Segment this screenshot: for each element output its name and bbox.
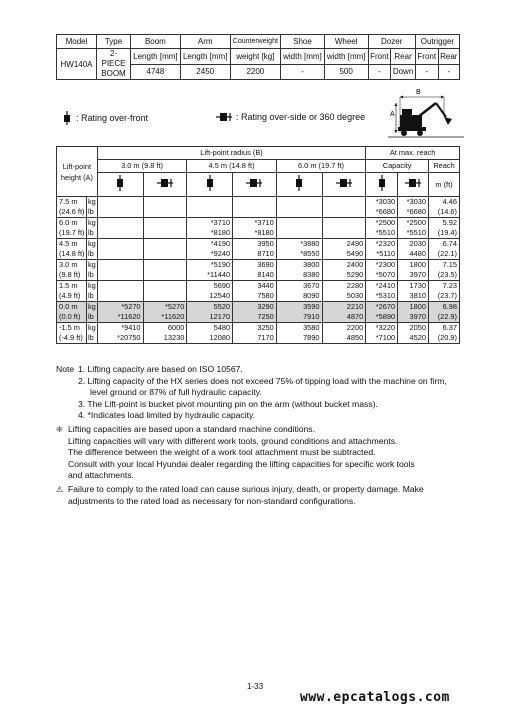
unit-lb: lb — [86, 249, 97, 260]
reach-m: 5.92 — [429, 218, 460, 229]
cell-lb — [97, 291, 143, 302]
page-number: 1-33 — [247, 682, 264, 691]
general-5: and attachments. — [68, 470, 134, 481]
cell-lb: 12170 — [187, 312, 233, 323]
lift-capacity-table — [56, 146, 460, 344]
warning-icon: ⚠ — [56, 484, 64, 494]
spec-sub: width [mm] — [281, 49, 325, 65]
cell-kg: *2410 — [366, 281, 398, 292]
spec-header-boom: Boom — [131, 35, 181, 49]
cell-lb: *5510 — [366, 228, 398, 239]
cell-lb: 7580 — [233, 291, 277, 302]
cell-lb: 8140 — [233, 270, 277, 281]
side-rating-icon — [233, 173, 277, 197]
front-rating-icon — [366, 173, 398, 197]
cell-lb: 7250 — [233, 312, 277, 323]
legend-side-label: : Rating over-side or 360 degree — [236, 112, 366, 122]
unit-lb: lb — [86, 228, 97, 239]
cell-lb — [322, 228, 366, 239]
note-2: 2. Lifting capacity of the HX series does not exceed 75% of tipping load with the machine on firm, — [78, 375, 447, 386]
spec-model: HW140A — [57, 49, 97, 80]
reach-unit: m (ft) — [429, 173, 460, 197]
side-rating-icon — [216, 111, 232, 123]
height-ft: (24.6 ft) — [57, 207, 87, 218]
height-m: 4.5 m — [57, 239, 87, 250]
cell-kg — [143, 281, 187, 292]
reach-ft: (23.7) — [429, 291, 460, 302]
watermark: www.epcatalogs.com — [300, 690, 450, 705]
lift-row-lb — [57, 249, 460, 260]
cell-lb — [187, 207, 233, 218]
col-radius-4-5m: 4.5 m (14.8 ft) — [187, 160, 276, 173]
reach-m: 4.46 — [429, 197, 460, 208]
note-label: Note — [56, 364, 75, 374]
reach-m: 7.23 — [429, 281, 460, 292]
excavator-diagram — [388, 87, 464, 139]
warning-1: Failure to comply to the rated load can cause surious injury, death, or property damage. Make — [68, 483, 424, 494]
cell-lb: 4520 — [398, 333, 429, 344]
note-4: 4. *Indicates load limited by hydraulic capacity. — [78, 410, 256, 421]
front-rating-icon — [62, 111, 72, 125]
cell-kg — [143, 239, 187, 250]
cell-lb — [143, 249, 187, 260]
height-m: 7.5 m — [57, 197, 87, 208]
cell-kg: 3670 — [276, 281, 322, 292]
cell-kg: 3950 — [233, 239, 277, 250]
cell-lb — [143, 291, 187, 302]
cell-kg: *2320 — [366, 239, 398, 250]
cell-lb — [143, 207, 187, 218]
general-2: Lifting capacities will vary with different work tools, ground conditions and attachments. — [68, 435, 398, 446]
spec-sub: width [mm] — [324, 49, 368, 65]
cell-lb — [97, 270, 143, 281]
cell-lb — [97, 228, 143, 239]
cell-lb: *7100 — [366, 333, 398, 344]
cell-kg: 2210 — [322, 302, 366, 313]
lift-row-kg — [57, 281, 460, 292]
cell-kg: 1800 — [398, 260, 429, 271]
height-ft: (4.9 ft) — [57, 291, 87, 302]
spec-value: 500 — [324, 64, 368, 80]
cell-kg: 5520 — [187, 302, 233, 313]
reach-ft: (22.9) — [429, 312, 460, 323]
cell-lb: 8090 — [276, 291, 322, 302]
cell-lb: 13230 — [143, 333, 187, 344]
reach-m: 6.74 — [429, 239, 460, 250]
col-radius-6m: 6.0 m (19.7 ft) — [276, 160, 365, 173]
cell-kg: *2500 — [398, 218, 429, 229]
cell-kg — [322, 218, 366, 229]
lift-row-kg — [57, 197, 460, 208]
cell-kg: 3800 — [276, 260, 322, 271]
cell-lb: *20750 — [97, 333, 143, 344]
lift-row-kg — [57, 218, 460, 229]
unit-kg: kg — [87, 218, 96, 227]
notes-section — [56, 364, 466, 507]
lift-row-lb — [57, 291, 460, 302]
reach-m: 6.37 — [429, 323, 460, 334]
cell-lb — [143, 270, 187, 281]
spec-type: 2-PIECE BOOM — [97, 49, 131, 80]
spec-sub: Front — [368, 49, 391, 65]
lift-row-lb — [57, 312, 460, 323]
cell-lb: *5890 — [366, 312, 398, 323]
height-ft: (19.7 ft) — [57, 228, 87, 239]
cell-kg: 2490 — [322, 239, 366, 250]
cell-lb: *11440 — [187, 270, 233, 281]
col-radius-3m: 3.0 m (9.8 ft) — [97, 160, 187, 173]
cell-lb — [322, 207, 366, 218]
unit-kg: kg — [87, 260, 96, 269]
reach-ft: (20.9) — [429, 333, 460, 344]
gear-icon: ❈ — [56, 424, 63, 434]
cell-kg: *5270 — [143, 302, 187, 313]
cell-lb: 5030 — [322, 291, 366, 302]
cell-kg: *3030 — [366, 197, 398, 208]
spec-value: - — [438, 64, 459, 80]
lift-row-lb — [57, 270, 460, 281]
unit-kg: kg — [87, 281, 96, 290]
front-rating-icon — [187, 173, 233, 197]
spec-value: - — [415, 64, 438, 80]
spec-header-model: Model — [57, 35, 97, 49]
spec-sub: Front — [415, 49, 438, 65]
spec-value: Down — [391, 64, 416, 80]
reach-ft: (22.1) — [429, 249, 460, 260]
reach-ft: (14.6) — [429, 207, 460, 218]
cell-kg — [97, 260, 143, 271]
cell-lb: 12080 — [187, 333, 233, 344]
cell-lb — [233, 207, 277, 218]
height-m: 1.5 m — [57, 281, 87, 292]
cell-kg: 3440 — [233, 281, 277, 292]
cell-kg: *5270 — [97, 302, 143, 313]
spec-value: 2450 — [180, 64, 230, 80]
cell-kg: *2670 — [366, 302, 398, 313]
lift-row-kg — [57, 323, 460, 334]
height-m: 6.0 m — [57, 218, 87, 229]
note-2-cont: level ground or 87% of full hydraulic capacity. — [90, 387, 262, 398]
unit-lb: lb — [86, 270, 97, 281]
lift-row-kg — [57, 260, 460, 271]
spec-sub: Rear — [438, 49, 459, 65]
cell-lb: *8180 — [187, 228, 233, 239]
general-1: Lifting capacities are based upon a standard machine conditions. — [68, 423, 315, 434]
cell-kg: *3030 — [398, 197, 429, 208]
height-ft: (9.8 ft) — [57, 270, 87, 281]
spec-value: 4748 — [131, 64, 181, 80]
cell-lb: *5070 — [366, 270, 398, 281]
reach-m: 6.98 — [429, 302, 460, 313]
icon-row — [57, 173, 460, 197]
cell-kg: 2400 — [322, 260, 366, 271]
cell-kg: *3710 — [233, 218, 277, 229]
lift-row-lb — [57, 333, 460, 344]
cell-lb: *5310 — [366, 291, 398, 302]
cell-lb — [97, 207, 143, 218]
cell-lb: *11620 — [143, 312, 187, 323]
side-rating-icon — [322, 173, 366, 197]
cell-kg: *3880 — [276, 239, 322, 250]
cell-kg — [97, 239, 143, 250]
spec-sub: Length [mm] — [131, 49, 181, 65]
height-m: 3.0 m — [57, 260, 87, 271]
cell-kg — [322, 197, 366, 208]
cell-lb: 8380 — [276, 270, 322, 281]
front-rating-icon — [97, 173, 143, 197]
unit-lb: lb — [86, 333, 97, 344]
cell-kg — [187, 197, 233, 208]
cell-lb: 7890 — [276, 333, 322, 344]
spec-value: - — [368, 64, 391, 80]
height-ft: (0.0 ft) — [57, 312, 87, 323]
cell-kg: 2030 — [398, 239, 429, 250]
cell-lb: *6680 — [366, 207, 398, 218]
cell-kg — [143, 260, 187, 271]
height-m: -1.5 m — [57, 323, 87, 334]
cell-kg: *3710 — [187, 218, 233, 229]
spec-header-outrigger: Outrigger — [415, 35, 459, 49]
cell-kg: *2300 — [366, 260, 398, 271]
lift-row-lb — [57, 207, 460, 218]
cell-kg: 2280 — [322, 281, 366, 292]
cell-kg — [97, 218, 143, 229]
side-rating-icon — [143, 173, 187, 197]
cell-kg: 2050 — [398, 323, 429, 334]
cell-lb: 7910 — [276, 312, 322, 323]
unit-lb: lb — [86, 207, 97, 218]
note-3: 3. The Lift-point is bucket pivot mounting pin on the arm (without bucket mass). — [78, 398, 378, 409]
spec-header-shoe: Shoe — [281, 35, 325, 49]
cell-kg — [276, 218, 322, 229]
spec-sub: weight [kg] — [230, 49, 281, 65]
unit-kg: kg — [87, 302, 96, 311]
col-capacity: Capacity — [366, 160, 429, 173]
reach-ft: (23.5) — [429, 270, 460, 281]
general-3: The difference between the weight of a work tool attachment must be subtracted. — [68, 447, 376, 458]
cell-kg — [97, 197, 143, 208]
lift-row-lb — [57, 228, 460, 239]
cell-lb: 12540 — [187, 291, 233, 302]
reach-ft: (19.4) — [429, 228, 460, 239]
cell-lb: 4870 — [322, 312, 366, 323]
cell-lb: 7170 — [233, 333, 277, 344]
cell-lb — [276, 228, 322, 239]
cell-kg: *3220 — [366, 323, 398, 334]
cell-kg: 3290 — [233, 302, 277, 313]
side-rating-icon — [398, 173, 429, 197]
cell-lb: *8550 — [276, 249, 322, 260]
cell-lb — [97, 249, 143, 260]
front-rating-icon — [276, 173, 322, 197]
cell-kg: 1800 — [398, 302, 429, 313]
reach-m: 7.15 — [429, 260, 460, 271]
unit-kg: kg — [87, 323, 96, 332]
cell-kg: *2500 — [366, 218, 398, 229]
header-radius: Lift-point radius (B) — [97, 147, 365, 160]
cell-lb: 3970 — [398, 270, 429, 281]
cell-kg: 2200 — [322, 323, 366, 334]
unit-kg: kg — [87, 197, 96, 206]
cell-lb — [143, 228, 187, 239]
cell-lb: 3810 — [398, 291, 429, 302]
fig-label-a: A — [390, 111, 395, 118]
height-ft: (-4.9 ft) — [57, 333, 87, 344]
cell-lb: *11620 — [97, 312, 143, 323]
cell-kg: *9410 — [97, 323, 143, 334]
cell-kg: *4190 — [187, 239, 233, 250]
height-m: 0.0 m — [57, 302, 87, 313]
cell-lb: 8710 — [233, 249, 277, 260]
spec-value: - — [281, 64, 325, 80]
cell-kg: 5690 — [187, 281, 233, 292]
cell-lb: 3970 — [398, 312, 429, 323]
cell-lb: *9240 — [187, 249, 233, 260]
spec-value: 2200 — [230, 64, 281, 80]
unit-lb: lb — [86, 291, 97, 302]
legend-front-label: : Rating over-front — [76, 113, 149, 123]
spec-sub: Length [mm] — [180, 49, 230, 65]
cell-lb — [276, 207, 322, 218]
cell-kg: 5480 — [187, 323, 233, 334]
cell-kg — [143, 218, 187, 229]
lift-row-kg — [57, 239, 460, 250]
cell-lb: *6680 — [398, 207, 429, 218]
cell-kg — [143, 197, 187, 208]
spec-header-counterweight: Counterweight — [230, 35, 281, 49]
col-reach: Reach — [429, 160, 460, 173]
cell-kg — [97, 281, 143, 292]
warning-2: adjustments to the rated load as necessary for non-standard configurations. — [68, 495, 356, 506]
cell-lb: 4480 — [398, 249, 429, 260]
cell-kg: 6000 — [143, 323, 187, 334]
cell-kg: 3590 — [276, 302, 322, 313]
spec-header-type: Type — [97, 35, 131, 49]
cell-lb: 5290 — [322, 270, 366, 281]
note-1: 1. Lifting capacity are based on ISO 10567. — [78, 364, 243, 374]
spec-sub: Rear — [391, 49, 416, 65]
spec-header-arm: Arm — [180, 35, 230, 49]
row-header-height: Lift-point height (A) — [57, 147, 98, 197]
cell-kg: *5190 — [187, 260, 233, 271]
cell-lb: 5490 — [322, 249, 366, 260]
cell-lb: *5110 — [366, 249, 398, 260]
header-max-reach: At max. reach — [366, 147, 460, 160]
spec-header-wheel: Wheel — [324, 35, 368, 49]
spec-table — [56, 34, 460, 80]
cell-kg: 3250 — [233, 323, 277, 334]
cell-kg — [233, 197, 277, 208]
cell-kg — [276, 197, 322, 208]
cell-kg: 1730 — [398, 281, 429, 292]
general-4: Consult with your local Hyundai dealer regarding the lifting capacities for specific work tools — [68, 458, 415, 469]
cell-lb: 4850 — [322, 333, 366, 344]
unit-lb: lb — [86, 312, 97, 323]
legend-front — [62, 111, 148, 125]
cell-lb: *8180 — [233, 228, 277, 239]
lift-body — [57, 197, 460, 344]
height-ft: (14.8 ft) — [57, 249, 87, 260]
cell-kg: 3580 — [276, 323, 322, 334]
cell-lb: *5510 — [398, 228, 429, 239]
spec-header-dozer: Dozer — [368, 35, 415, 49]
unit-kg: kg — [87, 239, 96, 248]
lift-row-kg — [57, 302, 460, 313]
cell-kg: 3690 — [233, 260, 277, 271]
fig-label-b: B — [416, 89, 421, 96]
legend-side — [216, 111, 365, 123]
